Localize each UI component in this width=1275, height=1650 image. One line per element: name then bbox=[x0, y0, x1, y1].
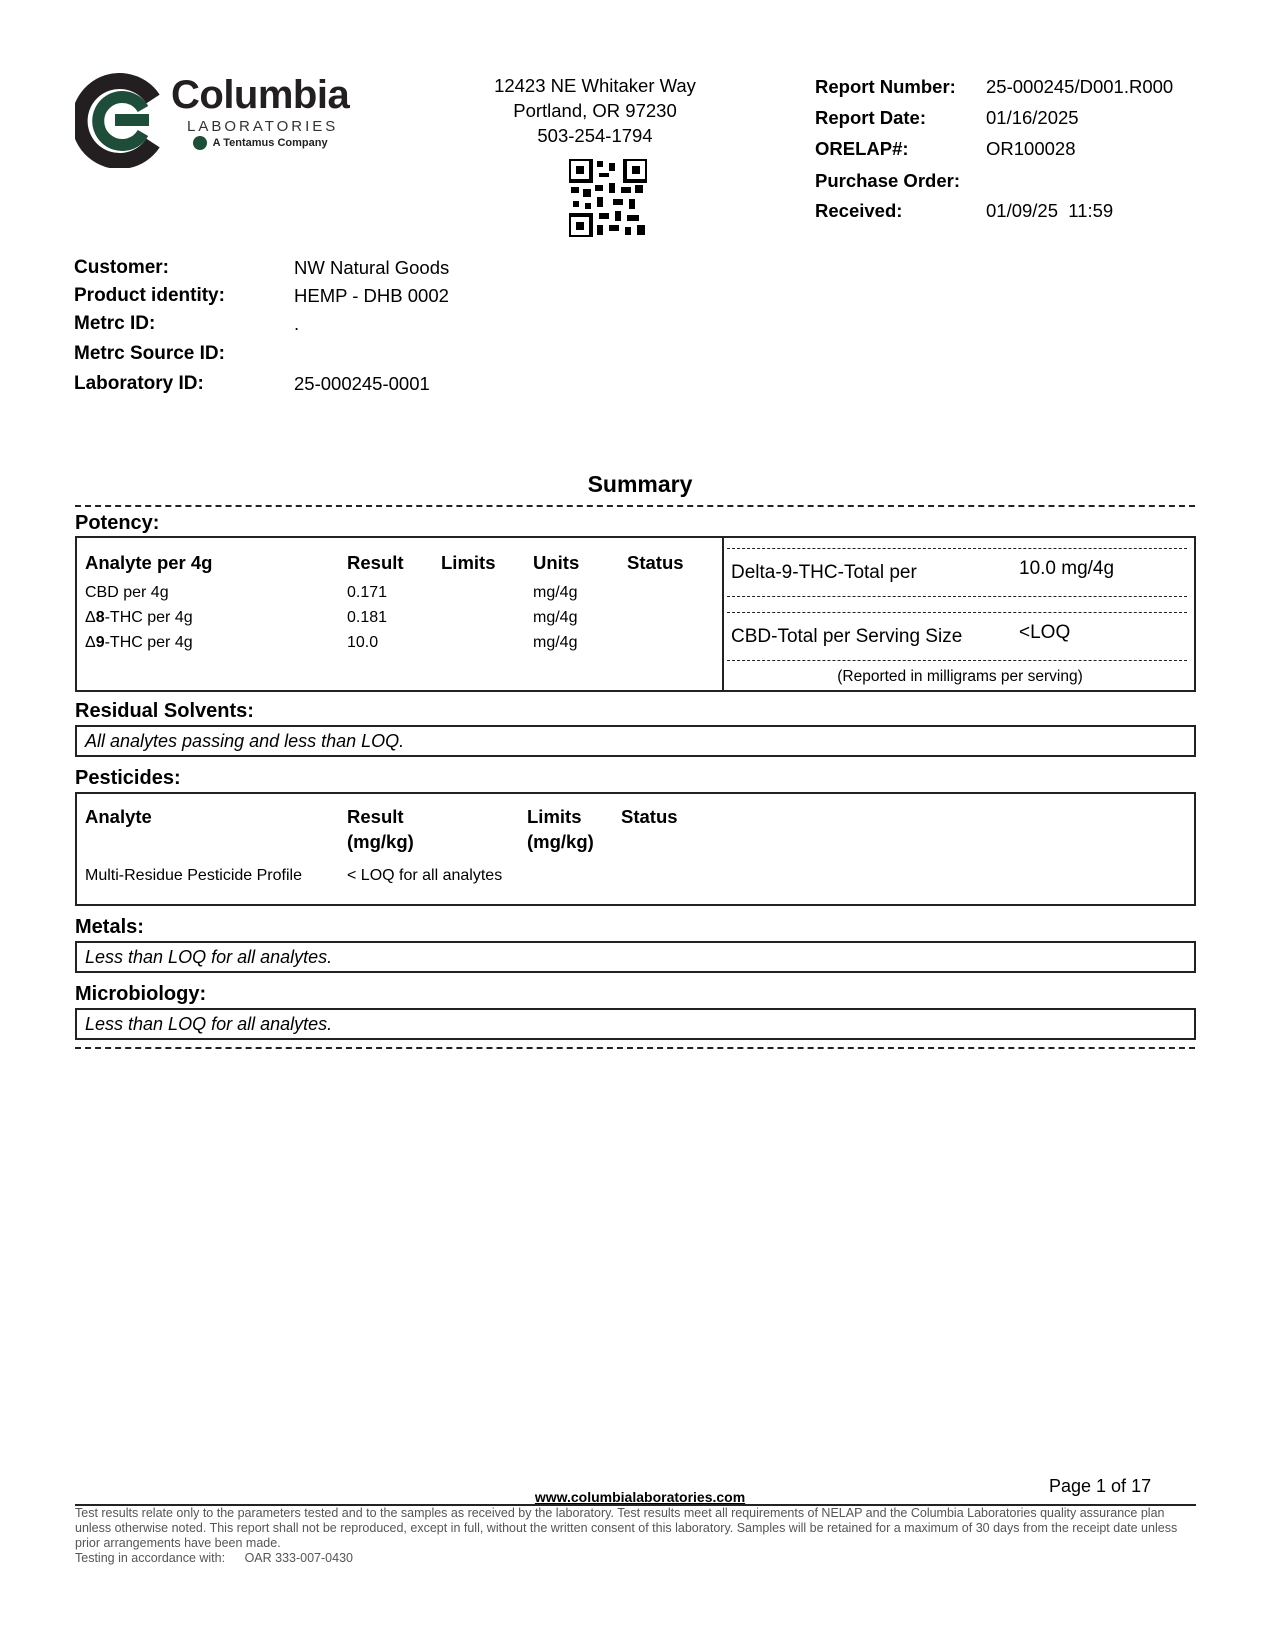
residual-solvents-box bbox=[75, 725, 1196, 757]
potency-row-2-units: mg/4g bbox=[533, 609, 578, 626]
pesticides-row-analyte: Multi-Residue Pesticide Profile bbox=[85, 867, 302, 884]
potency-title: Potency: bbox=[75, 512, 160, 534]
address-phone: 503-254-1794 bbox=[537, 125, 653, 146]
brand-sub: LABORATORIES bbox=[187, 118, 339, 135]
tentamus-icon bbox=[193, 136, 207, 150]
potency-box bbox=[75, 536, 1196, 692]
report-date-label: Report Date: bbox=[815, 107, 927, 128]
potency-header-result: Result bbox=[347, 552, 404, 573]
laboratory-id-value: 25-000245-0001 bbox=[294, 373, 430, 394]
page-number: Page 1 of 17 bbox=[1049, 1476, 1152, 1496]
potency-row-3-result: 10.0 bbox=[347, 634, 379, 651]
potency-row-3-units: mg/4g bbox=[533, 634, 578, 651]
pesticides-header-result: Result bbox=[347, 806, 404, 827]
customer-label: Customer: bbox=[74, 257, 170, 278]
pesticides-header-status: Status bbox=[621, 806, 678, 827]
disclaimer-line-3: prior arrangements have been made. bbox=[75, 1536, 281, 1550]
report-number: 25-000245/D001.R000 bbox=[986, 76, 1174, 97]
footer-disclaimer bbox=[75, 1506, 1196, 1566]
purchase-order-label: Purchase Order: bbox=[815, 170, 960, 191]
columbia-logo-mark bbox=[75, 73, 170, 168]
potency-header-units: Units bbox=[533, 552, 580, 573]
metrc-id-value: . bbox=[294, 313, 300, 334]
potency-header-status: Status bbox=[627, 552, 684, 573]
pesticides-box bbox=[75, 792, 1196, 906]
pesticides-header-result-unit: (mg/kg) bbox=[347, 831, 414, 852]
address-line-2: Portland, OR 97230 bbox=[513, 100, 677, 121]
pesticides-header-limits-unit: (mg/kg) bbox=[527, 831, 594, 852]
testing-label: Testing in accordance with: bbox=[75, 1551, 226, 1565]
company-logo bbox=[75, 73, 375, 168]
residual-solvents-text: All analytes passing and less than LOQ. bbox=[85, 731, 405, 751]
serving-note: (Reported in milligrams per serving) bbox=[837, 668, 1083, 685]
pesticides-header-analyte: Analyte bbox=[85, 806, 152, 827]
delta9-total-value: 10.0 mg/4g bbox=[1019, 558, 1115, 579]
testing-value: OAR 333-007-0430 bbox=[244, 1551, 353, 1565]
website-link[interactable]: www.columbialaboratories.com bbox=[534, 1489, 746, 1505]
potency-row-2-result: 0.181 bbox=[347, 609, 388, 626]
summary-divider-bottom bbox=[75, 1047, 1195, 1049]
metals-box bbox=[75, 941, 1196, 973]
disclaimer-line-1: Test results relate only to the parameters tested and to the samples as received by the laboratory. Test results meet all requirements of NELAP and the Columbia Laboratories quality assurance plan bbox=[75, 1506, 1165, 1520]
potency-row-1-units: mg/4g bbox=[533, 584, 578, 601]
potency-row-2-analyte: Δ8-THC per 4g bbox=[85, 609, 193, 626]
residual-solvents-title: Residual Solvents: bbox=[75, 700, 254, 722]
brand-name: Columbia bbox=[171, 73, 350, 117]
potency-side-dash-4 bbox=[727, 660, 1187, 661]
customer-info bbox=[74, 257, 674, 397]
orelap-value: OR100028 bbox=[986, 138, 1076, 159]
report-date: 01/16/2025 bbox=[986, 107, 1079, 128]
microbiology-title: Microbiology: bbox=[75, 983, 207, 1005]
tentamus-tagline: A Tentamus Company bbox=[193, 136, 328, 150]
received-value: 01/09/25 11:59 bbox=[986, 200, 1114, 221]
potency-row-3-analyte: Δ9-THC per 4g bbox=[85, 634, 193, 651]
metals-title: Metals: bbox=[75, 916, 144, 938]
pesticides-title: Pesticides: bbox=[75, 767, 181, 789]
report-number-label: Report Number: bbox=[815, 76, 956, 97]
pesticides-header-limits: Limits bbox=[527, 806, 582, 827]
potency-side-dash-2 bbox=[727, 596, 1187, 597]
delta9-total-label: Delta-9-THC-Total per bbox=[731, 562, 917, 583]
potency-row-1-result: 0.171 bbox=[347, 584, 388, 601]
address-line-1: 12423 NE Whitaker Way bbox=[494, 75, 696, 96]
disclaimer-line-2: unless otherwise noted. This report shall not be reproduced, except in full, without the written consent of this laboratory. Samples will be retained for a maximum of 30 days from the receipt date unless bbox=[75, 1521, 1178, 1535]
pesticides-row-result: < LOQ for all analytes bbox=[347, 867, 503, 884]
received-label: Received: bbox=[815, 200, 903, 221]
potency-side-dash-1 bbox=[727, 548, 1187, 549]
cbd-total-value: <LOQ bbox=[1019, 622, 1071, 643]
potency-side-dash-3 bbox=[727, 612, 1187, 613]
product-identity-label: Product identity: bbox=[74, 285, 225, 306]
potency-header-limits: Limits bbox=[441, 552, 496, 573]
customer-value: NW Natural Goods bbox=[294, 257, 450, 278]
potency-side-divider bbox=[722, 538, 724, 690]
metrc-id-label: Metrc ID: bbox=[74, 313, 156, 334]
cbd-total-label: CBD-Total per Serving Size bbox=[731, 626, 963, 647]
summary-divider-top bbox=[75, 505, 1195, 507]
microbiology-text: Less than LOQ for all analytes. bbox=[85, 1014, 333, 1034]
potency-row-1-analyte: CBD per 4g bbox=[85, 584, 169, 601]
summary-title: Summary bbox=[587, 471, 693, 497]
qr-code bbox=[569, 159, 647, 237]
report-info bbox=[815, 76, 1245, 226]
qr-code-icon bbox=[569, 159, 647, 237]
metrc-source-id-label: Metrc Source ID: bbox=[74, 343, 225, 364]
laboratory-id-label: Laboratory ID: bbox=[74, 373, 204, 394]
orelap-label: ORELAP#: bbox=[815, 138, 909, 159]
metals-text: Less than LOQ for all analytes. bbox=[85, 947, 333, 967]
testing-accordance bbox=[75, 1551, 1196, 1566]
lab-address bbox=[460, 73, 730, 148]
product-identity-value: HEMP - DHB 0002 bbox=[294, 285, 449, 306]
microbiology-box bbox=[75, 1008, 1196, 1040]
potency-header-analyte: Analyte per 4g bbox=[85, 552, 213, 573]
